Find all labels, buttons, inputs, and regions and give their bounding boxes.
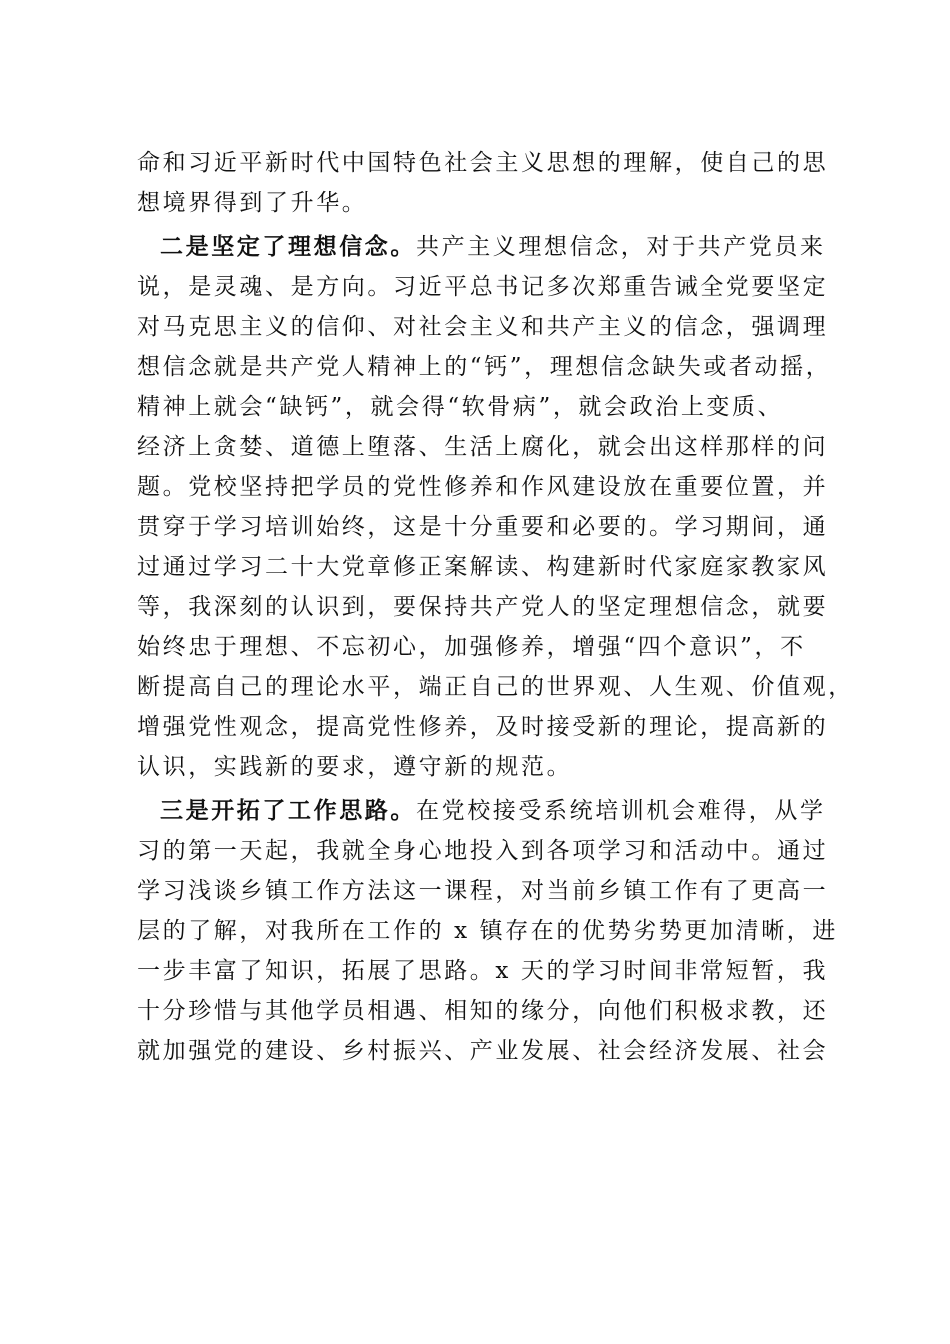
paragraph-3-line-5: 一步丰富了知识，拓展了思路。x 天的学习时间非常短暂，我 <box>137 958 829 984</box>
paragraph-3-line-7: 就加强党的建设、乡村振兴、产业发展、社会经济发展、社会 <box>137 1038 829 1064</box>
paragraph-2-line-6: 经济上贪婪、道德上堕落、生活上腐化，就会出这样那样的问 <box>137 434 829 460</box>
paragraph-2-line-9: 过通过学习二十大党章修正案解读、构建新时代家庭家教家风 <box>137 554 829 580</box>
paragraph-2-line-3: 对马克思主义的信仰、对社会主义和共产主义的信念，强调理 <box>137 314 829 340</box>
paragraph-3-heading: 三是开拓了工作思路。 <box>160 797 416 824</box>
paragraph-2-line-4: 想信念就是共产党人精神上的“钙”，理想信念缺失或者动摇， <box>137 354 832 380</box>
paragraph-2-line-1 <box>160 232 850 262</box>
paragraph-3-line-3: 学习浅谈乡镇工作方法这一课程，对当前乡镇工作有了更高一 <box>137 878 829 904</box>
paragraph-2-line-7: 题。党校坚持把学员的党性修养和作风建设放在重要位置，并 <box>137 474 829 500</box>
paragraph-1-line-2: 想境界得到了升华。 <box>137 190 368 216</box>
paragraph-2-line-2: 说，是灵魂、是方向。习近平总书记多次郑重告诫全党要坚定 <box>137 274 829 300</box>
paragraph-2-line-14: 认识，实践新的要求，遵守新的规范。 <box>137 754 573 780</box>
paragraph-3-line-2: 习的第一天起，我就全身心地投入到各项学习和活动中。通过 <box>137 838 829 864</box>
paragraph-3-line-4: 层的了解，对我所在工作的 x 镇存在的优势劣势更加清晰，进 <box>137 918 838 944</box>
paragraph-2-line-1-text: 共产主义理想信念，对于共产党员来 <box>416 234 826 260</box>
paragraph-2-line-11: 始终忠于理想、不忘初心，加强修养，增强“四个意识”，不 <box>137 634 806 660</box>
paragraph-3-line-6: 十分珍惜与其他学员相遇、相知的缘分，向他们积极求教，还 <box>137 998 829 1024</box>
paragraph-3-line-1-text: 在党校接受系统培训机会难得，从学 <box>416 798 826 824</box>
paragraph-1-line-1: 命和习近平新时代中国特色社会主义思想的理解，使自己的思 <box>137 150 829 176</box>
paragraph-2-heading: 二是坚定了理想信念。 <box>160 233 416 260</box>
paragraph-2-line-12: 断提高自己的理论水平，端正自己的世界观、人生观、价值观， <box>137 674 854 700</box>
paragraph-2-line-10: 等，我深刻的认识到，要保持共产党人的坚定理想信念，就要 <box>137 594 829 620</box>
paragraph-2-line-8: 贯穿于学习培训始终，这是十分重要和必要的。学习期间，通 <box>137 514 829 540</box>
paragraph-2-line-13: 增强党性观念，提高党性修养，及时接受新的理论，提高新的 <box>137 714 829 740</box>
paragraph-3-line-1 <box>160 796 850 826</box>
paragraph-2-line-5: 精神上就会“缺钙”，就会得“软骨病”，就会政治上变质、 <box>137 394 784 420</box>
